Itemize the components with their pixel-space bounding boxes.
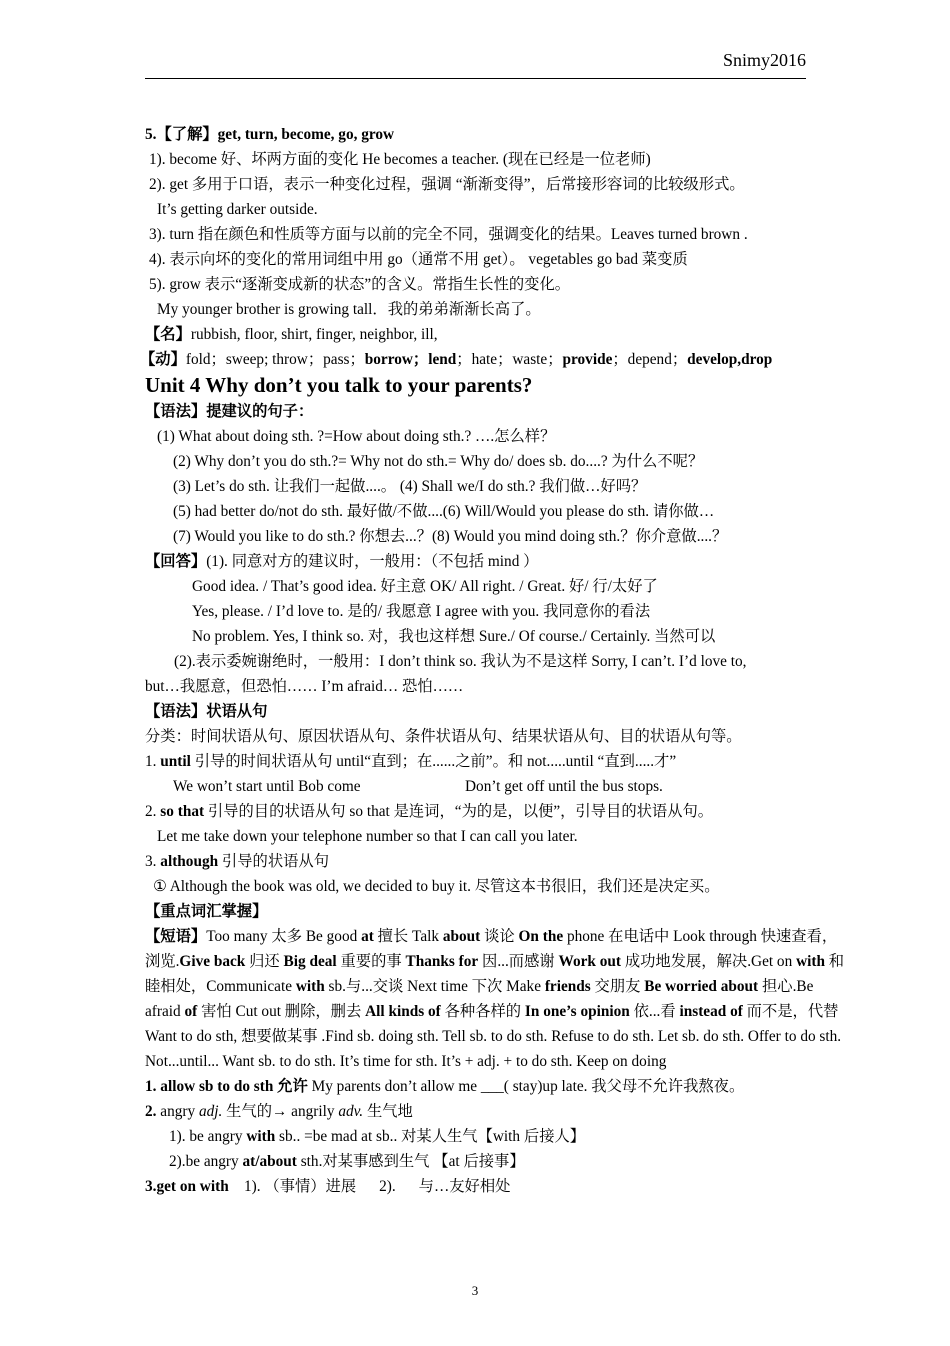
item-2-s1a: 1). be angry (169, 1128, 247, 1145)
item-2-s1c: sb.. =be mad at sb.. 对某人生气【with 后接人】 (275, 1128, 586, 1145)
phrase-bold: Be worried about (644, 978, 759, 995)
phrase-bold: about (442, 928, 481, 945)
item-2-t1: angry (156, 1103, 199, 1120)
although-example: ① Although the book was old, we decided to buy it. 尽管这本书很旧，我们还是决定买。 (153, 878, 720, 895)
phrase-bold: instead of (679, 1003, 743, 1020)
sothat-line (145, 799, 855, 824)
answer-line-6: but…我愿意，但恐怕…… I’m afraid… 恐怕…… (145, 678, 464, 695)
item-2-num: 2. (145, 1103, 157, 1120)
sec5-line-5b: My younger brother is growing tall．我的弟弟渐渐长高了。 (157, 301, 541, 318)
phrase-bold: of (184, 1003, 198, 1020)
suggestion-4: (5) had better do/not do sth. 最好做/不做....(6) Will/Would you please do sth. 请你做… (173, 503, 715, 520)
grammar2-intro: 分类：时间状语从句、原因状语从句、条件状语从句、结果状语从句、目的状语从句等。 (145, 728, 742, 745)
phrase-text: 因...而感谢 (478, 953, 559, 970)
sec5-line-2b: It’s getting darker outside. (157, 201, 318, 218)
until-line (145, 749, 855, 774)
phrase-text: 归还 (245, 953, 284, 970)
item-2-sub-2 (145, 1149, 855, 1174)
item-2-s1b: with (246, 1128, 276, 1145)
grammar2-title: 【语法】状语从句 (145, 703, 268, 720)
sec5-line-1: 1). become 好、坏两方面的变化 He becomes a teacher. (现在已经是一位老师) (149, 151, 651, 168)
until-num: 1. (145, 753, 161, 770)
phrase-bold: Big deal (283, 953, 337, 970)
unit4-title: Unit 4 Why don’t you talk to your parents? (145, 373, 533, 397)
item-2-adv: adv. (338, 1103, 364, 1120)
although-text: 引导的状语从句 (218, 853, 330, 870)
document-body (140, 122, 855, 1199)
phrase-text: 重要的事 (336, 953, 406, 970)
item-2-adj: adj. (198, 1103, 223, 1120)
sothat-num: 2. (145, 803, 161, 820)
item-2-s2c: sth.对某事感到生气 【at 后接事】 (296, 1153, 525, 1170)
item-3-geton (145, 1174, 855, 1199)
answer-label: 【回答】 (145, 553, 207, 570)
phrase-bold: with (295, 978, 325, 995)
phrase-bold: with (796, 953, 825, 970)
sec5-line-2: 2). get 多用于口语，表示一种变化过程，强调 “渐渐变得”，后常接形容词的比较级形式。 (149, 176, 745, 193)
verbs-b3: develop,drop (687, 351, 773, 368)
phrase-bold: On the (518, 928, 564, 945)
item-2-sub-1 (145, 1124, 855, 1149)
answer-line-3: Yes, please. / I’d love to. 是的/ 我愿意 I agree with you. 我同意你的看法 (192, 603, 651, 620)
header-text: Snimy2016 (722, 50, 806, 70)
phrase-text: 和睦相处，Communicate (145, 953, 845, 995)
phrase-text: phone 在电话中 Look through 快速查看，浏览. (145, 928, 838, 970)
page-number: 3 (471, 1283, 479, 1298)
item-3-keyword: 3.get on with (145, 1178, 229, 1195)
phrase-bold: In one’s opinion (524, 1003, 630, 1020)
answer-line-4: No problem. Yes, I think so. 对，我也这样想 Sure./ Of course./ Certainly. 当然可以 (192, 628, 716, 645)
answer-line-1 (145, 549, 855, 574)
item-2-angry (145, 1099, 855, 1124)
phrase-text: Too many 太多 Be good (206, 928, 362, 945)
until-text: 引导的时间状语从句 until“直到；在......之前”。和 not.....until “直到.....才” (190, 753, 677, 770)
phrase-bold: at (361, 928, 374, 945)
nouns-text: rubbish, floor, shirt, finger, neighbor, ill, (190, 326, 438, 343)
verbs-t1: fold；sweep; throw；pass； (185, 351, 365, 368)
although-line (145, 849, 855, 874)
vocab-title: 【重点词汇掌握】 (145, 903, 268, 920)
sec5-line-3: 3). turn 指在颜色和性质等方面与以前的完全不同，强调变化的结果。Leaves turned brown . (149, 226, 748, 243)
phrase-text: sb.与...交谈 Next time 下次 Make (324, 978, 545, 995)
phrase-bold: Work out (558, 953, 621, 970)
suggestion-1: (1) What about doing sth. ?=How about doing sth.? ….怎么样？ (157, 428, 556, 445)
although-num: 3. (145, 853, 161, 870)
verbs-b2: provide (562, 351, 613, 368)
item-1-allow (145, 1074, 855, 1099)
phrases-label: 【短语】 (145, 928, 207, 945)
item-2-s2a: 2).be angry (169, 1153, 243, 1170)
section-5-title: 5.【了解】get, turn, become, go, grow (145, 126, 395, 143)
until-keyword: until (160, 753, 191, 770)
suggestion-5: (7) Would you like to do sth.? 你想去...？(8) Would you mind doing sth.？你介意做....？ (173, 528, 728, 545)
phrase-text: 擅长 Talk (373, 928, 443, 945)
grammar1-title: 【语法】提建议的句子： (145, 403, 314, 420)
until-example-2: Don’t get off until the bus stops. (465, 778, 663, 795)
item-2-t2: 生气的→ angrily (222, 1103, 339, 1120)
sothat-text: 引导的目的状语从句 so that 是连词，“为的是，以便”，引导目的状语从句。 (204, 803, 714, 820)
item-1-text: My parents don’t allow me ___( stay)up late. 我父母不允许我熬夜。 (307, 1078, 745, 1095)
item-2-s2b: at/about (242, 1153, 297, 1170)
answer-line-2: Good idea. / That’s good idea. 好主意 OK/ All right. / Great. 好/ 行/太好了 (192, 578, 658, 595)
phrase-text: 而不是，代替 Want to do sth, 想要做某事 .Find sb. doing sth. Tell sb. to do sth. Refuse to do sth. Let sb. do sth. Offer to do sth. Not...until... Want sb. to do sth. It’s time for sth. It’s + adj. + to do sth. Keep on doing (145, 1003, 842, 1070)
phrase-bold: Give back (179, 953, 246, 970)
item-2-t3: 生气地 (363, 1103, 413, 1120)
although-keyword: although (160, 853, 219, 870)
page-header (145, 48, 806, 79)
verbs-label: 【动】 (140, 351, 186, 368)
phrase-bold: friends (544, 978, 591, 995)
answer-line-5: (2).表示委婉谢绝时，一般用：I don’t think so. 我认为不是这样 Sorry, I can’t. I’d love to, (174, 653, 747, 670)
sothat-keyword: so that (160, 803, 205, 820)
phrases-paragraph (145, 924, 845, 1074)
phrase-text: 依...看 (629, 1003, 680, 1020)
verbs-t2: ；hate；waste； (456, 351, 563, 368)
nouns-line (145, 322, 855, 347)
phrase-bold: All kinds of (365, 1003, 441, 1020)
sothat-example: Let me take down your telephone number so that I can call you later. (157, 828, 578, 845)
answer-l1: (1). 同意对方的建议时，一般用：（不包括 mind ） (206, 553, 539, 570)
sec5-line-5: 5). grow 表示“逐渐变成新的状态”的含义。常指生长性的变化。 (149, 276, 571, 293)
suggestion-2: (2) Why don’t you do sth.?= Why not do sth.= Why do/ does sb. do....? 为什么不呢？ (173, 453, 704, 470)
suggestion-3: (3) Let’s do sth. 让我们一起做....。 (4) Shall we/I do sth.? 我们做…好吗？ (173, 478, 647, 495)
sec5-line-4: 4). 表示向坏的变化的常用词组中用 go（通常不用 get）。 vegetables go bad 菜变质 (149, 251, 688, 268)
verbs-b1: borrow；lend (364, 351, 457, 368)
until-examples (145, 774, 855, 799)
phrase-bold: Thanks for (405, 953, 479, 970)
verbs-t3: ；depend； (612, 351, 688, 368)
item-1-keyword: 1. allow sb to do sth 允许 (145, 1078, 308, 1095)
phrase-text: 交朋友 (590, 978, 645, 995)
phrase-text: 成功地发展，解决.Get on (621, 953, 797, 970)
phrase-text: 担心.Be afraid (145, 978, 814, 1020)
phrase-text: 谈论 (480, 928, 519, 945)
until-example-1: We won’t start until Bob come (173, 778, 361, 795)
nouns-label: 【名】 (145, 326, 191, 343)
phrase-text: 各种各样的 (440, 1003, 525, 1020)
phrase-text: 害怕 Cut out 删除，删去 (197, 1003, 366, 1020)
verbs-line (140, 347, 855, 372)
item-3-text: 1). （事情）进展 2). 与…友好相处 (228, 1178, 511, 1195)
